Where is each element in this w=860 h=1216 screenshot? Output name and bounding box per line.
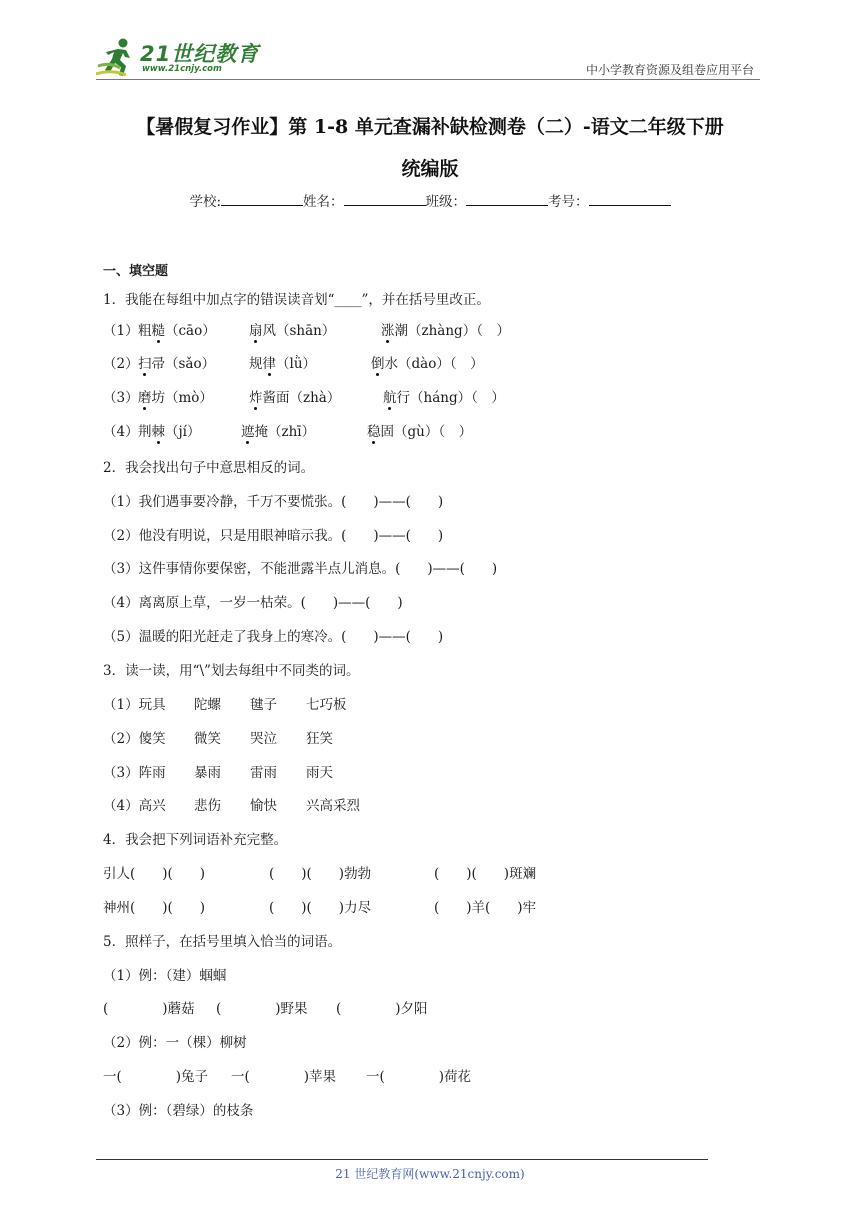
q2-item[interactable]: （5）温暖的阳光赶走了我身上的寒冷。( )——( ) <box>103 629 444 645</box>
name-label: 姓名： <box>303 194 344 210</box>
question-3-stem: 3．读一读，用“\”划去每组中不同类的词。 <box>103 663 360 679</box>
q1-item-c: 稳固（gù）（ ） <box>367 424 473 440</box>
q1-item-b: 扇风（shān） <box>249 323 336 339</box>
student-info-line <box>0 190 860 210</box>
q1-item-c: 涨潮（zhàng）（ ） <box>381 323 510 339</box>
q3-word[interactable]: 暴雨 <box>194 765 221 781</box>
q5-blank[interactable]: 一( )兔子 <box>103 1069 209 1085</box>
q3-word[interactable]: 七巧板 <box>306 697 347 713</box>
runner-icon <box>96 36 140 80</box>
section-heading: 一、填空题 <box>103 264 169 279</box>
q3-row <box>103 761 503 781</box>
school-label: 学校: <box>189 194 222 210</box>
q2-item[interactable]: （1）我们遇事要冷静，千万不要慌张。( )——( ) <box>103 494 444 510</box>
q3-word[interactable]: 雨天 <box>306 765 333 781</box>
q1-row-4 <box>103 420 703 440</box>
q1-item-a: 粗糙（cāo） <box>138 323 216 339</box>
q3-word[interactable]: 雷雨 <box>250 765 277 781</box>
q1-item-b: 遮掩（zhī） <box>241 424 316 440</box>
class-label: 班级： <box>425 194 467 210</box>
document-title-line1: 【暑假复习作业】第 1-8 单元查漏补缺检测卷（二）-语文二年级下册 <box>136 116 724 138</box>
q1-number: （1） <box>103 323 139 339</box>
q3-word[interactable]: 毽子 <box>250 697 277 713</box>
q1-item-a: 扫帚（sǎo） <box>138 356 216 372</box>
school-blank[interactable] <box>221 192 303 206</box>
q2-item[interactable]: （4）离离原上草，一岁一枯荣。( )——( ) <box>103 595 403 611</box>
header-divider <box>96 79 760 80</box>
q1-number: （2） <box>103 356 139 372</box>
q5-answer-row-1 <box>103 997 603 1017</box>
q3-word[interactable]: （1）玩具 <box>103 697 166 713</box>
q4-row <box>103 862 603 882</box>
q4-idiom[interactable]: ( )( )力尽 <box>269 900 372 916</box>
site-logo <box>96 36 266 82</box>
q3-word[interactable]: 愉快 <box>250 798 277 814</box>
footer-divider <box>96 1159 708 1160</box>
document-title-line2: 统编版 <box>401 158 459 180</box>
q5-example-1: （1）例：（建）蝈蝈 <box>103 968 227 984</box>
platform-name: 中小学教育资源及组卷应用平台 <box>585 63 754 77</box>
question-1-stem: 1．我能在每组中加点字的错误读音划“____”，并在括号里改正。 <box>103 292 490 308</box>
q3-word[interactable]: （4）高兴 <box>103 798 166 814</box>
q3-row <box>103 794 503 814</box>
q4-row <box>103 896 603 916</box>
exam-no-blank[interactable] <box>589 192 671 206</box>
q3-row <box>103 727 503 747</box>
q5-example-3: （3）例：（碧绿）的枝条 <box>103 1103 254 1119</box>
q5-answer-row-2 <box>103 1065 603 1085</box>
q1-number: （4） <box>103 424 139 440</box>
q1-number: （3） <box>103 390 139 406</box>
q3-word[interactable]: 狂笑 <box>306 731 333 747</box>
q4-idiom[interactable]: ( )( )斑斓 <box>434 866 537 882</box>
question-2-stem: 2．我会找出句子中意思相反的词。 <box>103 460 315 476</box>
q5-blank[interactable]: ( )蘑菇 <box>103 1001 195 1017</box>
q3-word[interactable]: （2）傻笑 <box>103 731 166 747</box>
q5-blank[interactable]: 一( )苹果 <box>231 1069 337 1085</box>
q1-item-a: 荆棘（jí） <box>138 424 201 440</box>
question-4-stem: 4．我会把下列词语补充完整。 <box>103 832 288 848</box>
q1-row-3 <box>103 386 703 406</box>
q3-word[interactable]: 悲伤 <box>194 798 221 814</box>
q3-word[interactable]: 微笑 <box>194 731 221 747</box>
q3-word[interactable]: 兴高采烈 <box>306 798 360 814</box>
class-blank[interactable] <box>466 192 548 206</box>
q1-row-1 <box>103 319 703 339</box>
q5-blank[interactable]: ( )夕阳 <box>336 1001 428 1017</box>
q3-word[interactable]: （3）阵雨 <box>103 765 166 781</box>
q1-row-2 <box>103 352 703 372</box>
q2-item[interactable]: （3）这件事情你要保密，不能泄露半点儿消息。( )——( ) <box>103 561 498 577</box>
q4-idiom[interactable]: ( )羊( )牢 <box>434 900 537 916</box>
q3-row <box>103 693 503 713</box>
q3-word[interactable]: 陀螺 <box>194 697 221 713</box>
q1-item-c: 倒水（dào）（ ） <box>371 356 484 372</box>
q5-blank[interactable]: ( )野果 <box>216 1001 308 1017</box>
q1-item-b: 炸酱面（zhà） <box>249 390 341 406</box>
q2-item[interactable]: （2）他没有明说，只是用眼神暗示我。( )——( ) <box>103 528 444 544</box>
q5-blank[interactable]: 一( )荷花 <box>366 1069 472 1085</box>
q5-example-2: （2）例：一（棵）柳树 <box>103 1035 247 1051</box>
logo-text: 21世纪教育 <box>140 42 260 66</box>
name-blank[interactable] <box>344 192 426 206</box>
logo-url: www.21cnjy.com <box>142 64 222 74</box>
q4-idiom[interactable]: 引人( )( ) <box>103 866 206 882</box>
footer-text: 21 世纪教育网(www.21cnjy.com) <box>335 1167 525 1181</box>
q1-item-b: 规律（lǜ） <box>249 356 317 372</box>
exam-no-label: 考号： <box>548 194 589 210</box>
q1-item-a: 磨坊（mò） <box>138 390 213 406</box>
q3-word[interactable]: 哭泣 <box>250 731 277 747</box>
question-5-stem: 5．照样子，在括号里填入恰当的词语。 <box>103 934 342 950</box>
q4-idiom[interactable]: 神州( )( ) <box>103 900 206 916</box>
q4-idiom[interactable]: ( )( )勃勃 <box>269 866 372 882</box>
q1-item-c: 航行（háng）（ ） <box>383 390 505 406</box>
